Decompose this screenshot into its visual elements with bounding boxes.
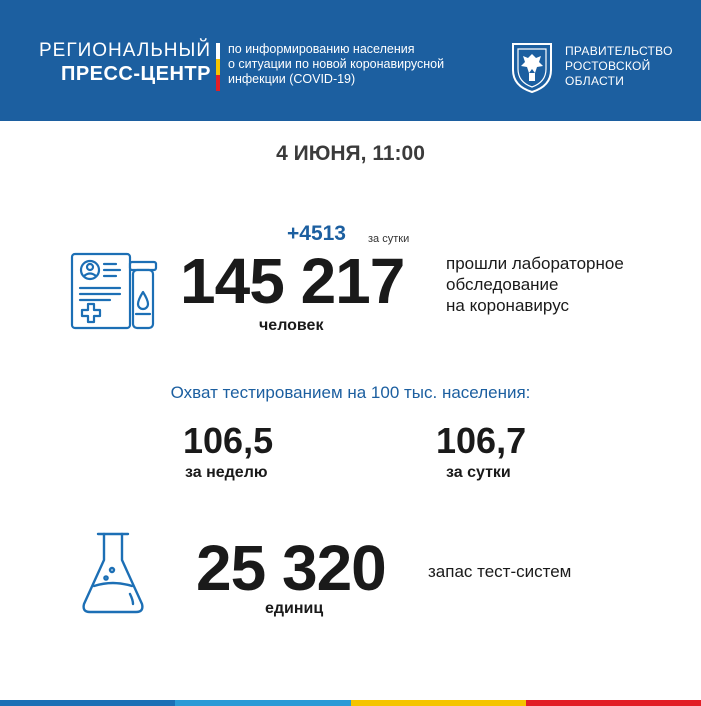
test-kit-stock-description: запас тест-систем bbox=[428, 562, 572, 581]
footer-color-stripe bbox=[0, 700, 701, 706]
daily-increase-label: за сутки bbox=[368, 233, 410, 245]
description-line: на коронавирус bbox=[446, 296, 570, 315]
total-tested-description bbox=[446, 253, 624, 316]
press-center-subtitle bbox=[228, 42, 444, 87]
flag-divider bbox=[216, 43, 220, 91]
subtitle-line: инфекции (COVID-19) bbox=[228, 72, 356, 86]
brand-line-2: ПРЕСС-ЦЕНТР bbox=[60, 63, 211, 85]
test-kit-stock: 25 320 bbox=[196, 532, 386, 604]
header-banner bbox=[0, 0, 701, 121]
subtitle-line: по информированию населения bbox=[228, 42, 415, 56]
stripe-segment bbox=[351, 700, 526, 706]
total-tested: 145 217 bbox=[180, 245, 405, 317]
coverage-day-label: за сутки bbox=[446, 464, 511, 481]
brand-line-1: РЕГИОНАЛЬНЫЙ bbox=[38, 40, 211, 61]
medical-record-icon bbox=[70, 252, 160, 334]
test-kit-stock-unit: единиц bbox=[265, 600, 324, 617]
coverage-week-value: 106,5 bbox=[183, 420, 274, 461]
description-line: обследование bbox=[446, 275, 559, 294]
report-date: 4 ИЮНЯ, 11:00 bbox=[276, 142, 425, 165]
coverage-day-value: 106,7 bbox=[436, 420, 527, 461]
stripe-segment bbox=[526, 700, 701, 706]
coverage-title: Охват тестированием на 100 тыс. населения: bbox=[170, 383, 531, 402]
stripe-segment bbox=[175, 700, 350, 706]
daily-increase: +4513 bbox=[287, 222, 346, 245]
gov-line: ОБЛАСТИ bbox=[565, 74, 625, 88]
gov-line: РОСТОВСКОЙ bbox=[565, 59, 651, 73]
total-tested-unit: человек bbox=[259, 317, 324, 334]
description-line: прошли лабораторное bbox=[446, 254, 624, 273]
government-title bbox=[565, 44, 673, 89]
brand-title bbox=[39, 40, 211, 86]
gov-line: ПРАВИТЕЛЬСТВО bbox=[565, 44, 673, 58]
coat-of-arms-icon bbox=[509, 40, 555, 94]
lab-flask-icon bbox=[80, 530, 146, 616]
stripe-segment bbox=[0, 700, 175, 706]
coverage-week-label: за неделю bbox=[185, 464, 268, 481]
subtitle-line: о ситуации по новой коронавирусной bbox=[228, 57, 445, 71]
